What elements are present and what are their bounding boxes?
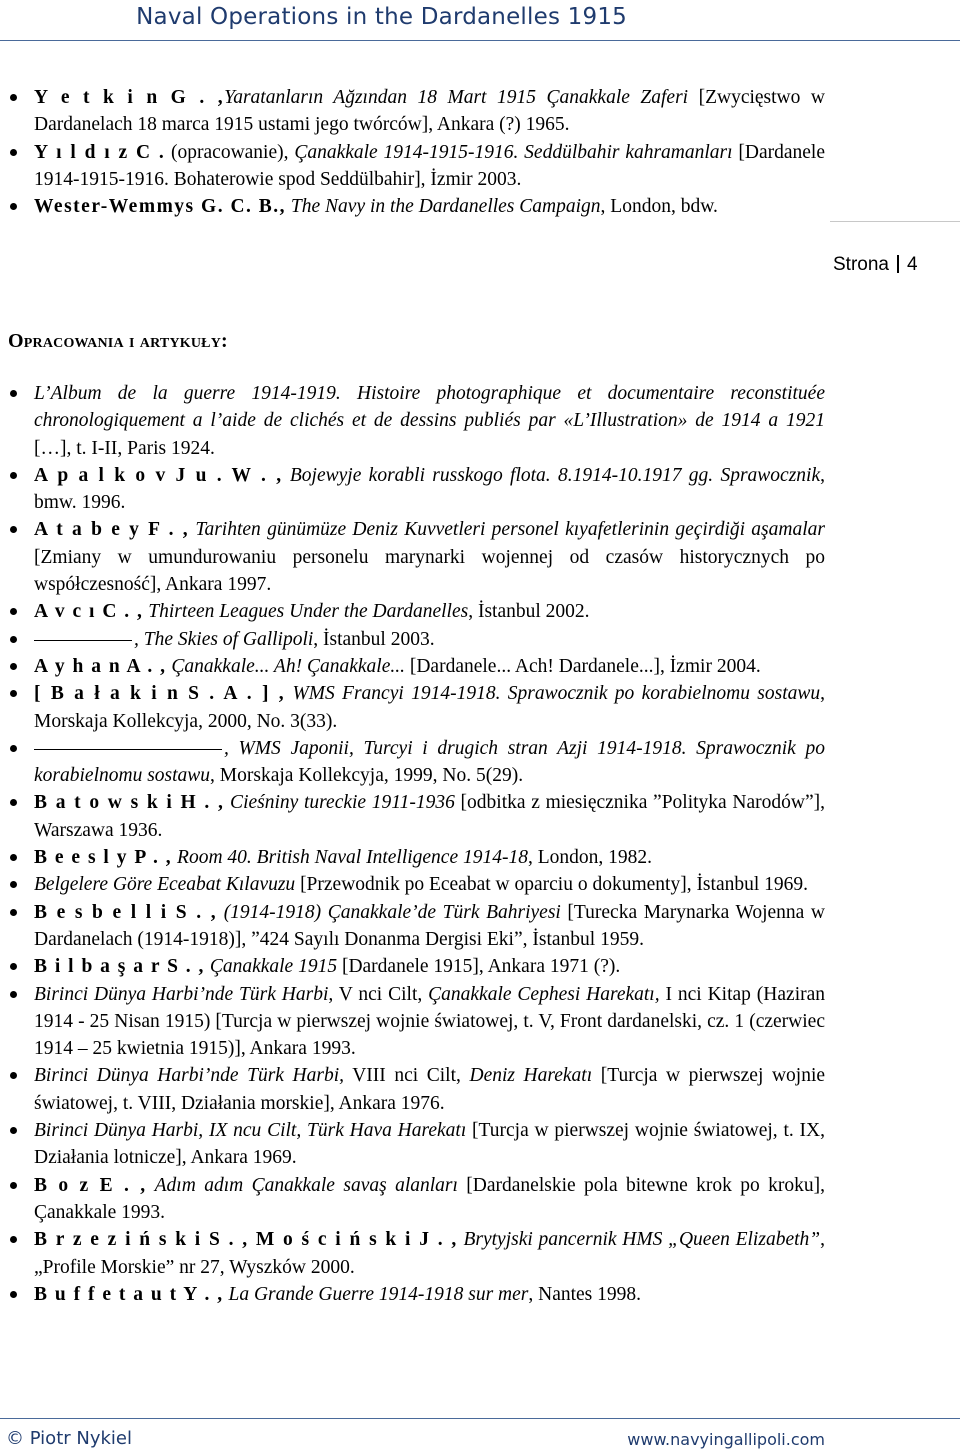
entry-note: (opracowanie),: [165, 141, 295, 163]
page-number-divider: [830, 221, 960, 222]
page-header: [0, 0, 960, 58]
bullet-icon: [10, 663, 17, 670]
header-title: Naval Operations in the Dardanelles 1915: [136, 4, 627, 30]
entry-details: , London, bdw.: [600, 196, 718, 218]
entry-title: Room 40. British Naval Intelligence 1914-18: [172, 847, 528, 869]
bullet-icon: [10, 799, 17, 806]
bullet-icon: [10, 909, 17, 916]
bullet-icon: [10, 963, 17, 970]
entry-details: [Przewodnik po Eceabat w oparciu o dokumenty], İstanbul 1969.: [295, 874, 809, 896]
bibliography-entry: [0, 871, 825, 898]
entry-details-secondary: I nci Kitap (Haziran 1914 - 25 Nisan 1915) [Turcja w pierwszej wojnie światowej, t. V, Front dardanelski, cz. 1 (czerwiec 1914 – 25 kwietnia 1915)], Ankara 1993.: [34, 983, 826, 1060]
footer-author: © Piotr Nykiel: [6, 1428, 132, 1449]
entry-author: A v c ı C . ,: [34, 601, 144, 623]
entry-author: Y ı l d ı z C .: [34, 141, 166, 163]
entry-title: Brytyjski pancernik HMS „Queen Elizabeth”: [457, 1229, 821, 1251]
ditto-dash: [34, 640, 132, 641]
entry-title: La Grande Guerre 1914-1918 sur mer: [223, 1283, 529, 1305]
entry-author: B r z e z i ń s k i S . , M o ś c i ń s k i J . ,: [34, 1229, 458, 1251]
entry-title: The Navy in the Dardanelles Campaign: [286, 196, 601, 218]
bullet-icon: [10, 1236, 17, 1243]
entry-title: Birinci Dünya Harbi’nde Türk Harbi,: [34, 983, 334, 1005]
entry-details: [Dardanele 1914-1915-1916. Bohaterowie spod Seddülbahir], İzmir 2003.: [34, 141, 825, 190]
bullet-icon: [10, 472, 17, 479]
bibliography-entry: [0, 789, 825, 844]
footer-website: www.navyingallipoli.com: [627, 1430, 825, 1449]
entry-details: [Turcja w pierwszej wojnie światowej, t. IX, Działania lotnicze], Ankara 1969.: [34, 1120, 825, 1169]
bibliography-entry: [0, 953, 825, 980]
bibliography-entry: [0, 844, 825, 871]
entry-title: Tarihten günümüze Deniz Kuvvetleri personel kıyafetlerinin geçirdiği aşamalar: [189, 519, 825, 541]
entry-details: [Turecka Marynarka Wojenna w Dardanelach (1914-1918)], ˮ424 Sayılı Donanma Dergisi Ekiˮ, İstanbul 1959.: [34, 901, 825, 950]
bullet-icon: [10, 636, 17, 643]
entry-author: B u f f e t a u t Y . ,: [34, 1283, 224, 1305]
entry-author: B o z E . ,: [34, 1174, 147, 1196]
section-heading: [8, 330, 228, 353]
entry-author: [ B a ł a k i n S . A . ] ,: [34, 683, 286, 705]
bibliography-entry: [0, 680, 825, 735]
entry-title: , The Skies of Gallipoli: [134, 628, 314, 650]
bullet-icon: [10, 94, 17, 101]
entry-title: Bojewyje korabli russkogo flota. 8.1914-10.1917 gg. Sprawocznik: [282, 464, 821, 486]
entry-title: Çanakkale... Ah! Çanakkale...: [166, 655, 405, 677]
bullet-icon: [10, 526, 17, 533]
entry-details: [Zwycięstwo w Dardanelach 18 marca 1915 ustami jego twórców], Ankara (?) 1965.: [34, 87, 825, 136]
page-number-value: 4: [906, 254, 918, 275]
entry-title: Birinci Dünya Harbi, IX ncu Cilt, Türk Hava Harekatı: [34, 1120, 467, 1142]
bibliography-entry: [0, 139, 825, 194]
entry-author: A t a b e y F . ,: [34, 519, 190, 541]
entry-title: Cieśniny tureckie 1911-1936: [224, 792, 455, 814]
entry-details-secondary: [Turcja w pierwszej wojnie światowej, t. VIII, Działania morskie], Ankara 1976.: [34, 1065, 826, 1114]
entry-title: (1914-1918) Çanakkale’de Türk Bahriyesi: [217, 901, 561, 923]
bullet-icon: [10, 1182, 17, 1189]
entry-title: Belgelere Göre Eceabat Kılavuzu: [34, 874, 296, 896]
entry-title-secondary: Deniz Harekatı: [469, 1065, 593, 1087]
ditto-dash: [34, 749, 222, 750]
entry-title: Birinci Dünya Harbi’nde Türk Harbi,: [34, 1065, 344, 1087]
page-number-separator: [897, 255, 899, 273]
section-heading-text: Opracowania i artykuły:: [8, 330, 228, 352]
entry-details: , „Profile Morskie” nr 27, Wyszków 2000.: [34, 1229, 825, 1278]
bullet-icon: [10, 1072, 17, 1079]
bullet-icon: [10, 854, 17, 861]
bibliography-entry: [0, 598, 825, 625]
entry-details: , bmw. 1996.: [34, 464, 825, 514]
bibliography-entry: [0, 1117, 825, 1172]
entry-title: L’Album de la guerre 1914-1919. Histoire photographique et documentaire reconstituée chronologiquement a l’aide de clichés et de dessins publiés par «L’Illustration» de 1914 a 1921: [34, 383, 825, 432]
bibliography-entry: [0, 516, 825, 598]
entry-title: Thirteen Leagues Under the Dardanelles: [143, 601, 469, 623]
bibliography-entry: [0, 653, 825, 680]
bibliography-entry: [0, 626, 825, 653]
bibliography-entry: [0, 84, 825, 139]
bibliography-entry: [0, 735, 825, 790]
bibliography-entry: [0, 462, 825, 517]
entry-details: [Dardanele... Ach! Dardanele...], İzmir 2004.: [404, 655, 761, 677]
bullet-icon: [10, 991, 17, 998]
entry-author: B a t o w s k i H . ,: [34, 792, 225, 814]
header-divider: [0, 40, 960, 41]
entry-details: , Morskaja Kollekcyja, 2000, No. 3(33).: [34, 683, 825, 732]
entry-details: [Dardanele 1915], Ankara 1971 (?).: [337, 956, 621, 978]
entry-details: , Morskaja Kollekcyja, 1999, No. 5(29).: [210, 765, 524, 787]
entry-details: […], t. I-II, Paris 1924.: [34, 437, 215, 459]
entry-title: Adım adım Çanakkale savaş alanları: [146, 1174, 458, 1196]
bullet-icon: [10, 745, 17, 752]
entry-details: , Nantes 1998.: [528, 1283, 642, 1305]
entry-details: [Dardanelskie pola bitewne krok po kroku], Çanakkale 1993.: [34, 1174, 826, 1223]
bibliography-list-top: [0, 84, 825, 220]
bibliography-entry: [0, 981, 825, 1063]
entry-title: , WMS Japonii, Turcyi i drugich stran Azji 1914-1918. Sprawocznik po korabielnomu sostawu: [34, 737, 825, 787]
entry-author: A y h a n A . ,: [34, 655, 167, 677]
bullet-icon: [10, 881, 17, 888]
bullet-icon: [10, 390, 17, 397]
entry-author: Y e t k i n G . ,: [34, 87, 225, 108]
bullet-icon: [10, 149, 17, 156]
entry-details: [Zmiany w umundurowaniu personelu marynarki wojennej od czasów historycznych po współczesność], Ankara 1997.: [34, 546, 825, 596]
entry-author: A p a l k o v J u . W . ,: [34, 464, 283, 486]
bullet-icon: [10, 690, 17, 697]
bibliography-entry: [0, 1172, 825, 1227]
entry-details: V nci Cilt,: [333, 983, 429, 1005]
footer-divider: [0, 1418, 960, 1419]
entry-title-secondary: Çanakkale Cephesi Harekatı,: [428, 983, 660, 1005]
bullet-icon: [10, 608, 17, 615]
entry-details: , İstanbul 2003.: [313, 628, 435, 650]
bibliography-entry: [0, 1062, 825, 1117]
bullet-icon: [10, 203, 17, 210]
bibliography-entry: [0, 1226, 825, 1281]
entry-details: , İstanbul 2002.: [468, 601, 590, 623]
bibliography-entry: [0, 899, 825, 954]
entry-title: Yaratanların Ağzından 18 Mart 1915 Çanakkale Zaferi: [224, 87, 689, 108]
entry-author: Wester-Wemmys G. C. B.,: [34, 196, 287, 218]
bibliography-list-main: [0, 380, 825, 1308]
bibliography-entry: [0, 380, 825, 462]
entry-author: B e s b e l l i S . ,: [34, 901, 218, 923]
entry-author: B i l b a ş a r S . ,: [34, 956, 205, 978]
bullet-icon: [10, 1127, 17, 1134]
bullet-icon: [10, 1291, 17, 1298]
entry-details: [odbitka z miesięcznika ˮPolityka Narodówˮ], Warszawa 1936.: [34, 792, 825, 841]
page-number-label: Strona: [833, 254, 889, 275]
bibliography-entry: [0, 1281, 825, 1308]
entry-title: Çanakkale 1914-1915-1916. Seddülbahir kahramanları: [294, 141, 733, 163]
page-number: [833, 254, 918, 276]
entry-title: WMS Francyi 1914-1918. Sprawocznik po korabielnomu sostawu: [285, 683, 821, 705]
entry-details: , London, 1982.: [528, 847, 653, 869]
entry-details: VIII nci Cilt,: [344, 1065, 470, 1087]
entry-title: Çanakkale 1915: [204, 956, 338, 978]
entry-author: B e e s l y P . ,: [34, 847, 173, 869]
bibliography-entry: [0, 193, 825, 220]
